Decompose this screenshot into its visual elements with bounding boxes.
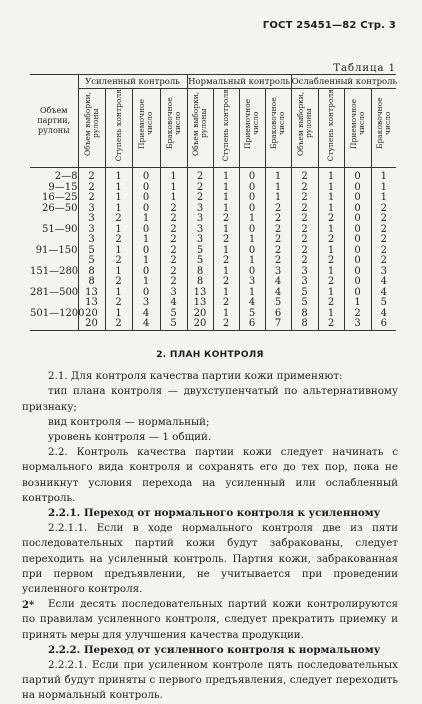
table-row bbox=[30, 225, 396, 236]
table-cell: 2 bbox=[105, 256, 132, 267]
table-cell: 2 bbox=[213, 298, 239, 309]
subcolumn-header bbox=[318, 89, 344, 168]
table-cell: 2 bbox=[291, 225, 318, 236]
table-cell: 1 bbox=[318, 246, 344, 257]
table-cell: 3 bbox=[160, 288, 187, 299]
table-row bbox=[30, 319, 396, 330]
table-cell: 8 bbox=[187, 267, 213, 278]
table-cell: 1 bbox=[213, 225, 239, 236]
lot-size-range bbox=[30, 214, 78, 225]
table-cell: 1 bbox=[239, 214, 265, 225]
table-cell: 1 bbox=[318, 309, 344, 320]
table-cell: 20 bbox=[187, 319, 213, 330]
table-cell: 2 bbox=[318, 256, 344, 267]
table-cell: 1 bbox=[213, 183, 239, 194]
table-cell: 2 bbox=[291, 235, 318, 246]
table-cell: 3 bbox=[78, 225, 105, 236]
table-caption: Таблица 1 bbox=[333, 63, 396, 74]
table-cell: 20 bbox=[78, 319, 105, 330]
table-cell: 2 bbox=[318, 235, 344, 246]
table-cell: 2 bbox=[213, 214, 239, 225]
table-cell: 5 bbox=[371, 298, 396, 309]
table-cell: 0 bbox=[344, 204, 371, 215]
table-cell: 1 bbox=[371, 183, 396, 194]
table-cell: 1 bbox=[371, 168, 396, 183]
table-cell: 2 bbox=[213, 256, 239, 267]
table-cell: 1 bbox=[213, 288, 239, 299]
table-cell: 5 bbox=[78, 246, 105, 257]
table-cell: 1 bbox=[160, 168, 187, 183]
subcolumn-label: Ступень контроля bbox=[113, 88, 123, 161]
row-header-line: рулоны bbox=[38, 126, 70, 135]
table-row bbox=[30, 193, 396, 204]
table-cell: 0 bbox=[132, 193, 160, 204]
table-cell: 13 bbox=[78, 298, 105, 309]
table-cell: 2 bbox=[371, 225, 396, 236]
table-cell: 1 bbox=[213, 204, 239, 215]
table-cell: 5 bbox=[187, 256, 213, 267]
group-header-tightened: Усиленный контроль bbox=[78, 75, 187, 89]
lot-size-range: 501—1200 bbox=[30, 307, 85, 319]
table-cell: 7 bbox=[265, 319, 291, 330]
table-cell: 3 bbox=[291, 267, 318, 278]
table-cell: 2 bbox=[371, 204, 396, 215]
paragraph: 2.2.2.1. Если при усиленном контроле пять последовательных партий будут приняты с первого предъявления, следует переходить на нормальный контроль. bbox=[22, 659, 398, 702]
table-cell: 3 bbox=[239, 277, 265, 288]
table-cell: 2 bbox=[291, 256, 318, 267]
table-row bbox=[30, 214, 396, 225]
subsection-heading: 2.2.1. Переход от нормального контроля к усиленному bbox=[48, 507, 381, 520]
table-cell: 2 bbox=[78, 183, 105, 194]
table-cell: 0 bbox=[344, 288, 371, 299]
table-cell: 5 bbox=[160, 319, 187, 330]
table-cell: 2 bbox=[105, 298, 132, 309]
paragraph: 2.2. Контроль качества партии кожи следует начинать с нормального вида контроля и сохранять его до тех пор, пока не возникнут условия перехода на усиленный или ослабленный контроль. bbox=[22, 446, 398, 504]
table-cell: 0 bbox=[239, 183, 265, 194]
subcolumn-header bbox=[239, 89, 265, 168]
table-cell: 3 bbox=[78, 204, 105, 215]
lot-size-range: 281—500 bbox=[30, 286, 79, 298]
table-cell: 0 bbox=[239, 168, 265, 183]
table-cell: 20 bbox=[187, 309, 213, 320]
subcolumn-label: Браковочное число bbox=[164, 97, 182, 150]
table-cell: 2 bbox=[371, 246, 396, 257]
paragraph: тип плана контроля — двухступенчатый по альтернативному признаку; bbox=[22, 385, 398, 413]
table-cell: 4 bbox=[371, 277, 396, 288]
table-cell: 3 bbox=[187, 235, 213, 246]
table-cell: 0 bbox=[132, 168, 160, 183]
lot-size-range: 51—90 bbox=[42, 223, 78, 235]
table-cell: 1 bbox=[160, 183, 187, 194]
table-cell: 0 bbox=[344, 183, 371, 194]
table-cell: 1 bbox=[318, 183, 344, 194]
table-cell: 1 bbox=[132, 214, 160, 225]
table-cell: 1 bbox=[213, 168, 239, 183]
table-cell: 5 bbox=[265, 298, 291, 309]
table-cell: 1 bbox=[265, 168, 291, 183]
paragraph: уровень контроля — 1 общий. bbox=[48, 431, 212, 444]
table-cell: 0 bbox=[132, 204, 160, 215]
table-cell: 4 bbox=[132, 309, 160, 320]
table-cell: 6 bbox=[239, 319, 265, 330]
paragraph: 2.1. Для контроля качества партии кожи применяют: bbox=[48, 370, 343, 383]
table-cell: 5 bbox=[291, 288, 318, 299]
table-cell: 2 bbox=[160, 267, 187, 278]
table-cell: 0 bbox=[344, 235, 371, 246]
table-cell: 0 bbox=[239, 225, 265, 236]
table-cell: 20 bbox=[78, 309, 105, 320]
lot-size-range bbox=[30, 298, 78, 309]
table-cell: 1 bbox=[265, 183, 291, 194]
table-cell: 2 bbox=[160, 235, 187, 246]
table-cell: 2 bbox=[291, 214, 318, 225]
table-cell: 0 bbox=[344, 277, 371, 288]
row-header bbox=[30, 75, 78, 168]
table-cell: 2 bbox=[265, 235, 291, 246]
page-header: ГОСТ 25451—82 Стр. 3 bbox=[262, 20, 396, 31]
table-cell: 0 bbox=[132, 267, 160, 278]
table-cell: 13 bbox=[187, 298, 213, 309]
table-cell: 1 bbox=[318, 204, 344, 215]
table-cell: 1 bbox=[318, 225, 344, 236]
lot-size-range: 16—25 bbox=[42, 192, 78, 203]
lot-size-range bbox=[30, 319, 78, 330]
table-cell: 6 bbox=[371, 319, 396, 330]
table-cell: 5 bbox=[187, 246, 213, 257]
table-cell: 1 bbox=[371, 193, 396, 204]
table-cell: 2 bbox=[105, 214, 132, 225]
table-cell: 0 bbox=[344, 193, 371, 204]
table-cell: 2 bbox=[213, 319, 239, 330]
subcolumn-label: Объем выборки, рулоны bbox=[82, 91, 100, 156]
table-cell: 1 bbox=[265, 193, 291, 204]
table-cell: 3 bbox=[132, 298, 160, 309]
table-cell: 1 bbox=[105, 183, 132, 194]
subcolumn-label: Объем выборки, рулоны bbox=[295, 91, 313, 156]
table-cell: 1 bbox=[239, 256, 265, 267]
table-cell: 2 bbox=[318, 319, 344, 330]
table-cell: 3 bbox=[187, 225, 213, 236]
table-cell: 1 bbox=[105, 246, 132, 257]
table-cell: 2 bbox=[105, 277, 132, 288]
table-cell: 4 bbox=[265, 277, 291, 288]
lot-size-range: 151—280 bbox=[30, 265, 79, 277]
table-cell: 0 bbox=[132, 183, 160, 194]
subcolumn-header bbox=[105, 89, 132, 168]
table-cell: 0 bbox=[239, 246, 265, 257]
table-row bbox=[30, 183, 396, 194]
table-cell: 1 bbox=[132, 277, 160, 288]
subcolumn-header bbox=[78, 89, 105, 168]
table-cell: 1 bbox=[132, 235, 160, 246]
subcolumn-header bbox=[187, 89, 213, 168]
table-cell: 0 bbox=[344, 246, 371, 257]
lot-size-range: 26—50 bbox=[42, 202, 78, 214]
table-cell: 2 bbox=[318, 298, 344, 309]
table-cell: 2 bbox=[213, 235, 239, 246]
table-cell: 2 bbox=[371, 214, 396, 225]
table-cell: 2 bbox=[160, 277, 187, 288]
table-cell: 1 bbox=[213, 193, 239, 204]
table-cell: 2 bbox=[371, 256, 396, 267]
table-row bbox=[30, 246, 396, 257]
table-cell: 4 bbox=[239, 298, 265, 309]
table-cell: 2 bbox=[291, 204, 318, 215]
table-cell: 6 bbox=[265, 309, 291, 320]
table-cell: 2 bbox=[291, 246, 318, 257]
table-cell: 1 bbox=[105, 168, 132, 183]
table-cell: 0 bbox=[239, 204, 265, 215]
table-cell: 3 bbox=[78, 235, 105, 246]
table-row bbox=[30, 267, 396, 278]
table-cell: 0 bbox=[344, 168, 371, 183]
group-header-normal: Нормальный контроль bbox=[188, 76, 290, 87]
table-cell: 2 bbox=[318, 277, 344, 288]
subcolumn-header bbox=[132, 89, 160, 168]
table-cell: 0 bbox=[132, 288, 160, 299]
table-cell: 3 bbox=[187, 214, 213, 225]
table-cell: 1 bbox=[318, 288, 344, 299]
subcolumn-header bbox=[371, 89, 396, 168]
subcolumn-label: Приемочное число bbox=[348, 98, 366, 149]
table-cell: 2 bbox=[160, 246, 187, 257]
table-cell: 8 bbox=[187, 277, 213, 288]
section-title: 2. ПЛАН КОНТРОЛЯ bbox=[156, 350, 264, 360]
table-cell: 2 bbox=[291, 168, 318, 183]
table-cell: 4 bbox=[132, 319, 160, 330]
table-row bbox=[30, 277, 396, 288]
subcolumn-label: Браковочное число bbox=[269, 97, 287, 150]
sampling-plan-table bbox=[30, 74, 396, 331]
group-header-reduced: Ослабленный контроль bbox=[291, 76, 398, 87]
table-cell: 2 bbox=[160, 214, 187, 225]
table-cell: 2 bbox=[160, 204, 187, 215]
lot-size-range: 9—15 bbox=[48, 181, 78, 193]
subcolumn-header bbox=[160, 89, 187, 168]
table-cell: 1 bbox=[132, 256, 160, 267]
table-row bbox=[30, 298, 396, 309]
table-cell: 2 bbox=[265, 256, 291, 267]
subcolumn-label: Приемочное число bbox=[243, 98, 261, 149]
table-cell: 1 bbox=[213, 246, 239, 257]
table-cell: 13 bbox=[187, 288, 213, 299]
paragraph: Если десять последовательных партий кожи контролируются по правилам усиленного контроля, следует прекратить приемку и принять меры для улучшения качества продукции. bbox=[22, 598, 398, 641]
table-cell: 1 bbox=[318, 168, 344, 183]
table-cell: 2 bbox=[105, 235, 132, 246]
table-cell: 1 bbox=[239, 235, 265, 246]
table-cell: 5 bbox=[291, 298, 318, 309]
table-cell: 1 bbox=[213, 309, 239, 320]
subsection-heading: 2.2.2. Переход от усиленного контроля к нормальному bbox=[48, 643, 381, 656]
table-cell: 5 bbox=[239, 309, 265, 320]
table-cell: 0 bbox=[132, 225, 160, 236]
table-cell: 3 bbox=[371, 267, 396, 278]
table-cell: 2 bbox=[187, 193, 213, 204]
subcolumn-label: Объем выборки, рулоны bbox=[191, 91, 209, 156]
table-cell: 2 bbox=[78, 193, 105, 204]
table-cell: 0 bbox=[344, 214, 371, 225]
table-cell: 4 bbox=[265, 288, 291, 299]
table-cell: 1 bbox=[105, 288, 132, 299]
table-cell: 1 bbox=[160, 193, 187, 204]
table-cell: 0 bbox=[239, 267, 265, 278]
table-cell: 3 bbox=[291, 277, 318, 288]
table-cell: 4 bbox=[160, 298, 187, 309]
table-cell: 1 bbox=[105, 193, 132, 204]
table-cell: 13 bbox=[78, 288, 105, 299]
table-cell: 1 bbox=[344, 298, 371, 309]
subcolumn-header bbox=[291, 89, 318, 168]
table-cell: 2 bbox=[160, 256, 187, 267]
row-header-line: Объем bbox=[40, 106, 68, 115]
lot-size-range: 2—8 bbox=[54, 171, 78, 182]
table-cell: 4 bbox=[371, 288, 396, 299]
table-cell: 5 bbox=[160, 309, 187, 320]
table-cell: 1 bbox=[213, 267, 239, 278]
subcolumn-header bbox=[213, 89, 239, 168]
table-cell: 8 bbox=[78, 277, 105, 288]
table-cell: 5 bbox=[78, 256, 105, 267]
table-cell: 2 bbox=[265, 214, 291, 225]
table-cell: 2 bbox=[291, 193, 318, 204]
table-cell: 2 bbox=[265, 246, 291, 257]
table-cell: 2 bbox=[291, 183, 318, 194]
table-cell: 1 bbox=[318, 267, 344, 278]
table-cell: 1 bbox=[239, 288, 265, 299]
lot-size-range bbox=[30, 277, 78, 288]
lot-size-range bbox=[30, 235, 78, 246]
table-cell: 2 bbox=[318, 214, 344, 225]
lot-size-range: 91—150 bbox=[35, 244, 78, 256]
table-cell: 3 bbox=[78, 214, 105, 225]
table-cell: 2 bbox=[187, 183, 213, 194]
subcolumn-header bbox=[344, 89, 371, 168]
table-cell: 0 bbox=[239, 193, 265, 204]
paragraph: вид контроля — нормальный; bbox=[48, 415, 210, 428]
table-cell: 8 bbox=[291, 319, 318, 330]
subcolumn-label: Приемочное число bbox=[137, 98, 154, 149]
row-header-line: партии, bbox=[37, 116, 71, 125]
subcolumn-label: Браковочное число bbox=[374, 97, 392, 150]
table-cell: 2 bbox=[78, 168, 105, 183]
table-cell: 2 bbox=[371, 235, 396, 246]
paragraphs bbox=[22, 369, 398, 703]
table-cell: 0 bbox=[344, 256, 371, 267]
table-cell: 1 bbox=[318, 193, 344, 204]
subcolumn-header bbox=[265, 89, 291, 168]
table-cell: 1 bbox=[105, 309, 132, 320]
table-cell: 8 bbox=[291, 309, 318, 320]
page-footer-mark: 2* bbox=[22, 600, 35, 611]
lot-size-range bbox=[30, 256, 78, 267]
table-row bbox=[30, 204, 396, 215]
subcolumn-label: Ступень контроля bbox=[326, 88, 336, 161]
table-cell: 0 bbox=[344, 225, 371, 236]
table-cell: 2 bbox=[344, 309, 371, 320]
table-cell: 2 bbox=[187, 168, 213, 183]
table-cell: 2 bbox=[265, 225, 291, 236]
table-cell: 3 bbox=[344, 319, 371, 330]
body-text bbox=[22, 348, 398, 704]
table-cell: 2 bbox=[105, 319, 132, 330]
table-cell: 0 bbox=[344, 267, 371, 278]
subcolumn-label: Ступень контроля bbox=[221, 88, 231, 161]
table-cell: 1 bbox=[105, 204, 132, 215]
paragraph: 2.2.1.1. Если в ходе нормального контроля две из пяти последовательных партий кожи будут забракованы, следует переходить на усиленный контроль. Партия кожи, забракованная при первом предъявлении, не учитывается при проведении усиленного контроля. bbox=[22, 522, 398, 596]
table-cell: 8 bbox=[78, 267, 105, 278]
table-cell: 2 bbox=[160, 225, 187, 236]
table-cell: 1 bbox=[105, 225, 132, 236]
table-cell: 1 bbox=[105, 267, 132, 278]
table-cell: 4 bbox=[371, 309, 396, 320]
table-row bbox=[30, 235, 396, 246]
table-cell: 2 bbox=[213, 277, 239, 288]
table-cell: 3 bbox=[187, 204, 213, 215]
table-row bbox=[30, 256, 396, 267]
table-cell: 3 bbox=[265, 267, 291, 278]
table-cell: 0 bbox=[132, 246, 160, 257]
table-cell: 2 bbox=[265, 204, 291, 215]
table-row bbox=[30, 168, 396, 183]
